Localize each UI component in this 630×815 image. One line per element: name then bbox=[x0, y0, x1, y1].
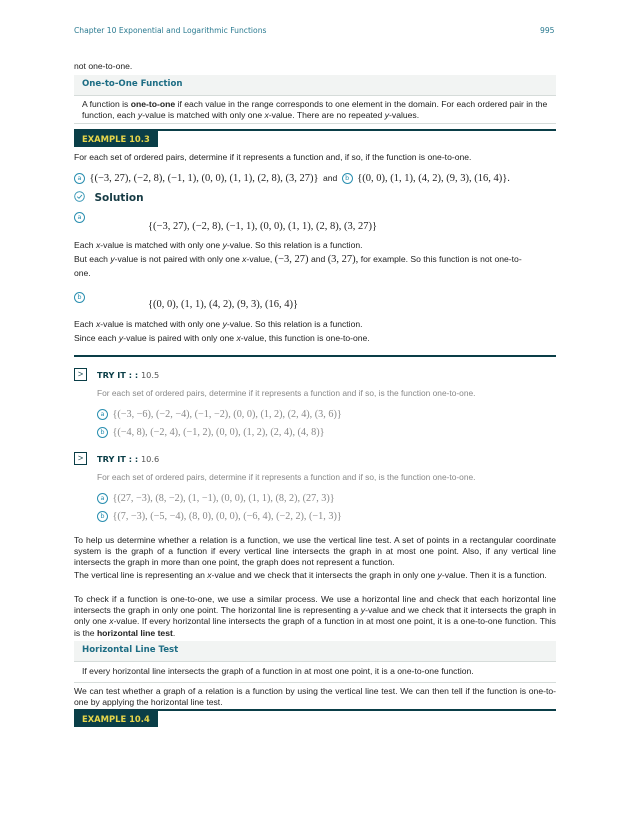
vertical-line-check-paragraph: The vertical line is representing an x-value and we check that it intersects the graph in only one y-value. Then it is a function. bbox=[74, 570, 547, 580]
solution-b-line2: Since each y-value is paired with only one x-value, this function is one-to-one. bbox=[74, 333, 370, 343]
horizontal-line-paragraph: To check if a function is one-to-one, we use a similar process. We use a horizontal line and check that each horizontal line intersects the graph in only one point. The horizontal line is representing a y-value and we check that it intersects the graph in only one x-value. If every horizontal line intersects the graph of a function in at most one point, it is a one-to-one function. This is the horizontal line test. bbox=[74, 594, 556, 638]
try-it-prompt: For each set of ordered pairs, determine if it represents a function and if so, is the function one-to-one. bbox=[97, 388, 476, 398]
try-it-b: b {(7, −3), (−5, −4), (8, 0), (0, 0), (−6, 4), (−2, 2), (−1, 3)} bbox=[97, 506, 342, 524]
hlt-text: If every horizontal line intersects the graph of a function in at most one point, it is a one-to-one function. bbox=[82, 666, 474, 676]
and-word: and bbox=[322, 173, 338, 183]
chevron-right-icon[interactable]: > bbox=[74, 452, 87, 465]
solution-a-line2: But each y-value is not paired with only one x-value, (−3, 27) and (3, 27), for example. So this function is not one-to- bbox=[74, 254, 522, 265]
solution-b-marker: b bbox=[74, 292, 85, 303]
set-b: {(0, 0), (1, 1), (4, 2), (9, 3), (16, 4)}. bbox=[357, 173, 510, 184]
example-104-label: EXAMPLE 10.4 bbox=[74, 711, 158, 727]
intro-text: not one-to-one. bbox=[74, 61, 133, 71]
vertical-line-paragraph: To help us determine whether a relation is a function, we use the vertical line test. A set of points in a rectangular coordinate system is the graph of a function if every vertical line intersects the graph in at most one point. Also, if any vertical line intersects the graph in more than one point, the graph does not represent a function. bbox=[74, 535, 556, 568]
try-it-prompt: For each set of ordered pairs, determine if it represents a function and if so, is the function one-to-one. bbox=[97, 472, 476, 482]
hlt-box bbox=[74, 662, 556, 683]
page-number: 995 bbox=[540, 26, 555, 35]
part-a-marker: a bbox=[74, 173, 85, 184]
example-end-rule bbox=[74, 355, 556, 357]
solution-title: Solution bbox=[94, 192, 144, 204]
try-it-title: TRY IT : : 10.6 bbox=[97, 454, 160, 464]
try-it-b: b {(−4, 8), (−2, 4), (−1, 2), (0, 0), (1, 2), (2, 4), (4, 8)} bbox=[97, 422, 325, 440]
test-paragraph: We can test whether a graph of a relation is a function by using the vertical line test. We can then tell if the function is one-to-one by applying the horizontal line test. bbox=[74, 686, 556, 708]
example-label: EXAMPLE 10.3 bbox=[74, 131, 158, 147]
part-b-marker: b bbox=[342, 173, 353, 184]
chapter-header: Chapter 10 Exponential and Logarithmic Functions bbox=[74, 26, 267, 35]
solution-a-line3: one. bbox=[74, 268, 91, 278]
try-it-a: a {(27, −3), (8, −2), (1, −1), (0, 0), (1, 1), (8, 2), (27, 3)} bbox=[97, 488, 335, 506]
example-prompt: For each set of ordered pairs, determine if it represents a function and, if so, if the function is one-to-one. bbox=[74, 152, 472, 162]
chevron-right-icon[interactable]: > bbox=[74, 368, 87, 381]
definition-header bbox=[74, 75, 556, 96]
definition-text: A function is one-to-one if each value in the range corresponds to one element in the domain. For each ordered pair in the function, each y-value is matched with only one x-value. There are no repeated y-values. bbox=[82, 99, 548, 121]
solution-heading bbox=[74, 188, 144, 206]
definition-box bbox=[74, 97, 556, 124]
solution-a-set: {(−3, 27), (−2, 8), (−1, 1), (0, 0), (1, 1), (2, 8), (3, 27)} bbox=[148, 221, 378, 232]
set-a: {(−3, 27), (−2, 8), (−1, 1), (0, 0), (1, 1), (2, 8), (3, 27)} bbox=[89, 173, 319, 184]
hlt-title: Horizontal Line Test bbox=[82, 645, 179, 655]
hlt-header bbox=[74, 641, 556, 662]
try-it-a: a {(−3, −6), (−2, −4), (−1, −2), (0, 0), (1, 2), (2, 4), (3, 6)} bbox=[97, 404, 342, 422]
solution-a-line1: Each x-value is matched with only one y-value. So this relation is a function. bbox=[74, 240, 363, 250]
try-it-title: TRY IT : : 10.5 bbox=[97, 370, 160, 380]
definition-title: One-to-One Function bbox=[82, 79, 183, 89]
check-circle-icon bbox=[74, 191, 85, 202]
solution-b-set: {(0, 0), (1, 1), (4, 2), (9, 3), (16, 4)} bbox=[148, 299, 299, 310]
solution-b-line1: Each x-value is matched with only one y-value. So this relation is a function. bbox=[74, 319, 363, 329]
solution-a-marker: a bbox=[74, 212, 85, 223]
example-sets bbox=[74, 168, 510, 186]
